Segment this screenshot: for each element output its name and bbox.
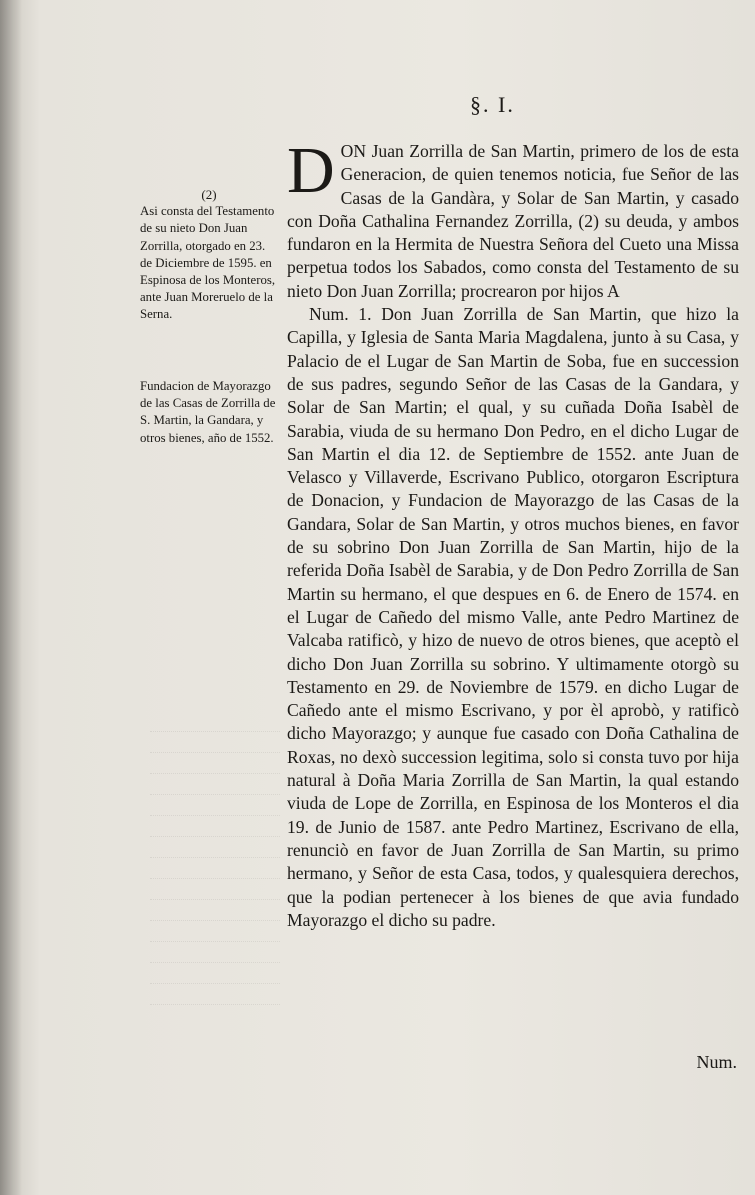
section-heading: §. I.: [470, 92, 515, 117]
paragraph-1-text: ON Juan Zorrilla de San Martin, primero de los de esta Generacion, de quien tenemos noticia, fue Señor de las Casas de la Gandàra, y Solar de San Martin, y casado con Doña Cathalina Fernandez Zorrilla, (2) su deuda, y ambos fundaron en la Hermita de Nuestra Señora del Cueto una Missa perpetua todos los Sabados, como consta del Testamento de su nieto Don Juan Zorrilla; procrearon por hijos A: [287, 141, 739, 301]
margin-note-number: (2): [201, 187, 217, 202]
drop-cap: D: [287, 134, 335, 207]
catchword: Num.: [696, 1052, 737, 1072]
paragraph-1: [287, 134, 739, 303]
main-body-text: [287, 134, 739, 932]
margin-note-fundacion: Fundacion de Mayorazgo de las Casas de Zorrilla de S. Martin, la Gandara, y otros bienes, año de 1552.: [140, 379, 276, 445]
paragraph-2: Num. 1. Don Juan Zorrilla de San Martin, que hizo la Capilla, y Iglesia de Santa Maria Magdalena, junto à su Casa, y Palacio de el Lugar de San Martin de Soba, fue en succession de sus padres, segundo Señor de las Casas de la Gandara, y Solar de San Martin; el qual, y su cuñada Doña Isabèl de Sarabia, viuda de su hermano Don Pedro, en el dicho Lugar de San Martin el dia 12. de Septiembre de 1552. ante Juan de Velasco y Villaverde, Escrivano Publico, otorgaron Escriptura de Donacion, y Fundacion de Mayorazgo de las Casas de la Gandara, Solar de San Martin, y otros muchos bienes, en favor de su sobrino Don Juan Zorrilla de San Martin, hijo de la referida Doña Isabèl de Sarabia, y de Don Pedro Zorrilla de San Martin su hermano, el que despues en 6. de Enero de 1574. en el Lugar de Cañedo del mismo Valle, ante Pedro Martinez de Valcaba ratificò, y hizo de nuevo de otros bienes, que aceptò el dicho Don Juan Zorrilla su sobrino. Y ultimamente otorgò su Testamento en 29. de Noviembre de 1579. en dicho Lugar de Cañedo ante el mismo Escrivano, y por èl aprobò, y ratificò dicho Mayorazgo; y aunque fue casado con Doña Cathalina de Roxas, no dexò succession legitima, solo si consta tuvo por hija natural à Doña Maria Zorrilla de San Martin, la qual estando viuda de Lope de Zorrilla, en Espinosa de los Monteros el dia 19. de Junio de 1587. ante Pedro Martinez, Escrivano de ella, renunciò en favor de Juan Zorrilla de San Martin, su primo hermano, y Señor de esta Casa, todos, y qualesquiera derechos, que la podian pertenecer à los bienes de que avia fundado Mayorazgo el dicho su padre.: [287, 304, 739, 930]
spine-shadow: [0, 0, 22, 1195]
margin-note-text: Asi consta del Testamento de su nieto Don Juan Zorrilla, otorgado en 23. de Diciembre de 1595. en Espinosa de los Monteros, ante Juan Moreruelo de la Serna.: [140, 204, 276, 322]
bleed-through-text: [150, 715, 280, 1055]
margin-note-testament: [140, 186, 278, 324]
